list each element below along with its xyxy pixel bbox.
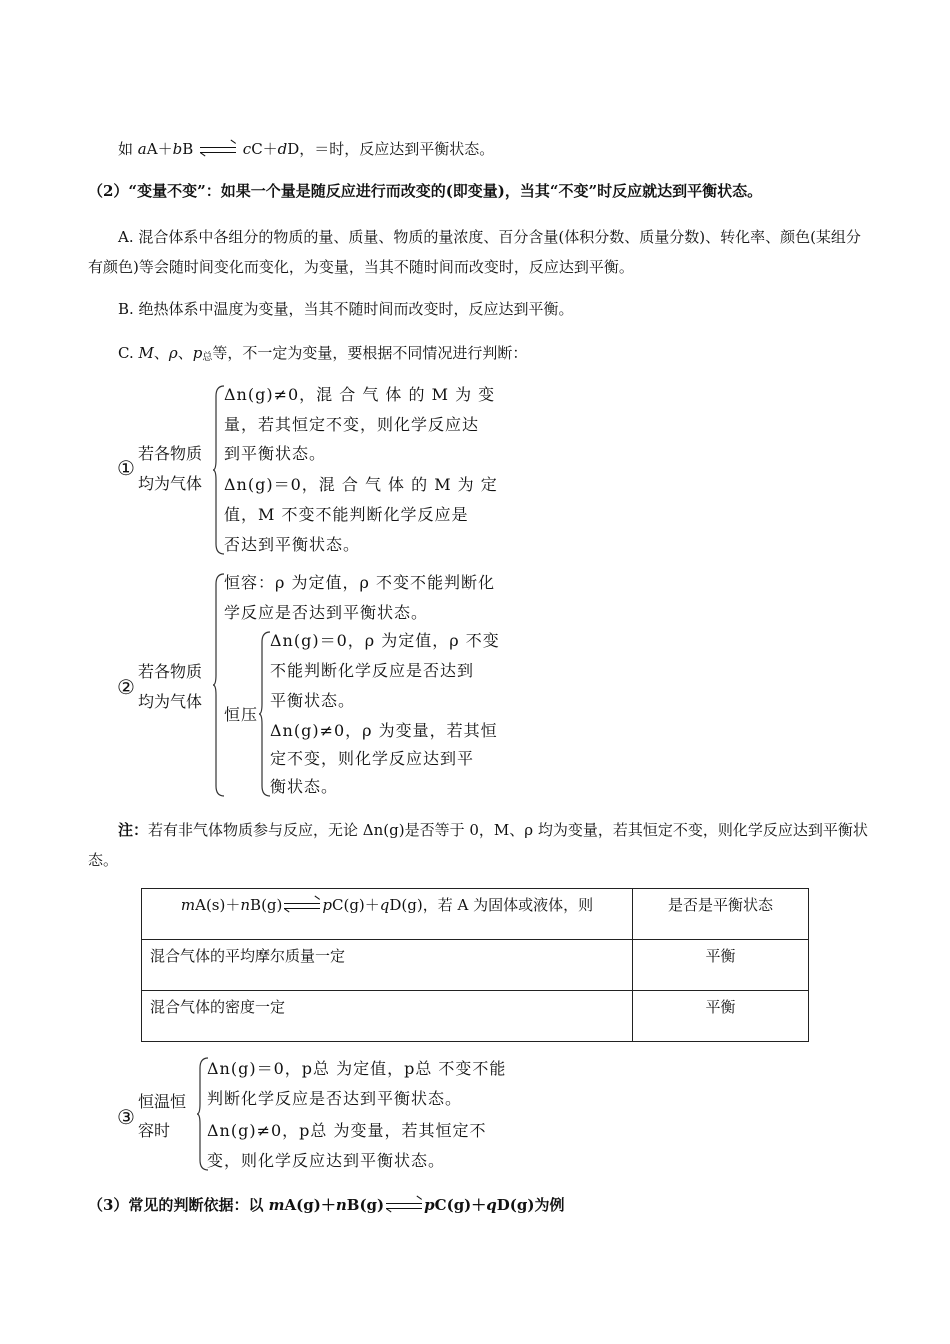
diagram-1-case-2-line-2: 值，M 不变不能判断化学反应是: [224, 505, 469, 524]
constant-pressure-case-2-line-1: Δn(g)≠0，ρ 为变量，若其恒: [270, 721, 498, 740]
diagram-1-case-2-line-1: Δn(g)＝0，混 合 气 体 的 M 为 定: [224, 475, 498, 494]
diagram-1-case-1-line-2: 量，若其恒定不变，则化学反应达: [224, 415, 480, 434]
section-3-heading: （3）常见的判断依据：以 mA(g)＋nB(g) pC(g)＋qD(g)为例: [88, 1196, 565, 1214]
constant-pressure-case-1-line-2: 不能判断化学反应是否达到: [270, 661, 475, 680]
equilibrium-arrow-icon: [284, 900, 320, 912]
table-header-row: [142, 889, 809, 940]
diagram-3-line-2: 判断化学反应是否达到平衡状态。: [207, 1089, 463, 1108]
diagram-1-case-1-line-3: 到平衡状态。: [224, 444, 327, 463]
diagram-3-line-3: Δn(g)≠0，p总 为变量，若其恒定不: [207, 1121, 487, 1140]
diagram-1-label-1: 若各物质: [138, 444, 203, 463]
constant-pressure-case-1-line-3: 平衡状态。: [270, 691, 356, 710]
table-cell-condition: 混合气体的密度一定: [142, 991, 633, 1042]
diagram-3-label-2: 容时: [138, 1121, 171, 1140]
equilibrium-arrow-icon: [386, 1200, 422, 1212]
table-header-condition: mA(s)＋nB(g) pC(g)＋qD(g)，若 A 为固体或液体，则: [142, 889, 633, 940]
equilibrium-example-line: 如 aA＋bB cC＋dD，＝时，反应达到平衡状态。: [118, 140, 495, 158]
circle-number-3: ③: [117, 1105, 135, 1129]
table-row: [142, 940, 809, 991]
section-2-heading: （2）“变量不变”：如果一个量是随反应进行而改变的(即变量)，当其“不变”时反应就达到平衡状态。: [88, 182, 763, 200]
diagram-1-case-1-line-1: Δn(g)≠0，混 合 气 体 的 M 为 变: [224, 385, 496, 404]
diagram-3-line-1: Δn(g)＝0，p总 为定值，p总 不变不能: [207, 1059, 507, 1078]
diagram-2-label-1: 若各物质: [138, 662, 203, 681]
diagram-3-label-1: 恒温恒: [138, 1092, 187, 1111]
constant-pressure-case-2-line-3: 衡状态。: [270, 777, 339, 796]
item-b: B. 绝热体系中温度为变量，当其不随时间而改变时，反应达到平衡。: [118, 300, 574, 318]
diagram-1-case-2-line-3: 否达到平衡状态。: [224, 535, 361, 554]
table-cell-condition: 混合气体的平均摩尔质量一定: [142, 940, 633, 991]
circle-number-2: ②: [117, 675, 135, 699]
constant-volume-line-1: 恒容：ρ 为定值，ρ 不变不能判断化: [224, 573, 495, 592]
constant-pressure-case-2-line-2: 定不变，则化学反应达到平: [270, 749, 475, 768]
note-paragraph: 注：若有非气体物质参与反应，无论 Δn(g)是否等于 0，M、ρ 均为变量，若其恒定不变，则化学反应达到平衡状态。: [88, 821, 868, 869]
judgement-table: [141, 888, 809, 1042]
diagram-3-line-4: 变，则化学反应达到平衡状态。: [207, 1151, 446, 1170]
table-row: [142, 991, 809, 1042]
diagram-2-label-2: 均为气体: [138, 692, 203, 711]
item-a: A. 混合体系中各组分的物质的量、质量、物质的量浓度、百分含量(体积分数、质量分数)、转化率、颜色(某组分有颜色)等会随时间变化而变化，为变量，当其不随时间而改变时，反应达到平衡。: [88, 228, 861, 276]
table-header-status: 是否是平衡状态: [633, 889, 809, 940]
item-c: C. M、ρ、$p_总$等，不一定为变量，要根据不同情况进行判断：: [118, 344, 528, 363]
table-cell-status: 平衡: [633, 991, 809, 1042]
table-cell-status: 平衡: [633, 940, 809, 991]
circle-number-1: ①: [117, 456, 135, 480]
constant-pressure-label: 恒压: [224, 705, 259, 724]
constant-volume-line-2: 学反应是否达到平衡状态。: [224, 603, 429, 622]
constant-pressure-case-1-line-1: Δn(g)＝0，ρ 为定值，ρ 不变: [270, 631, 500, 650]
equilibrium-arrow-icon: [200, 144, 236, 156]
diagram-1-label-2: 均为气体: [138, 474, 203, 493]
